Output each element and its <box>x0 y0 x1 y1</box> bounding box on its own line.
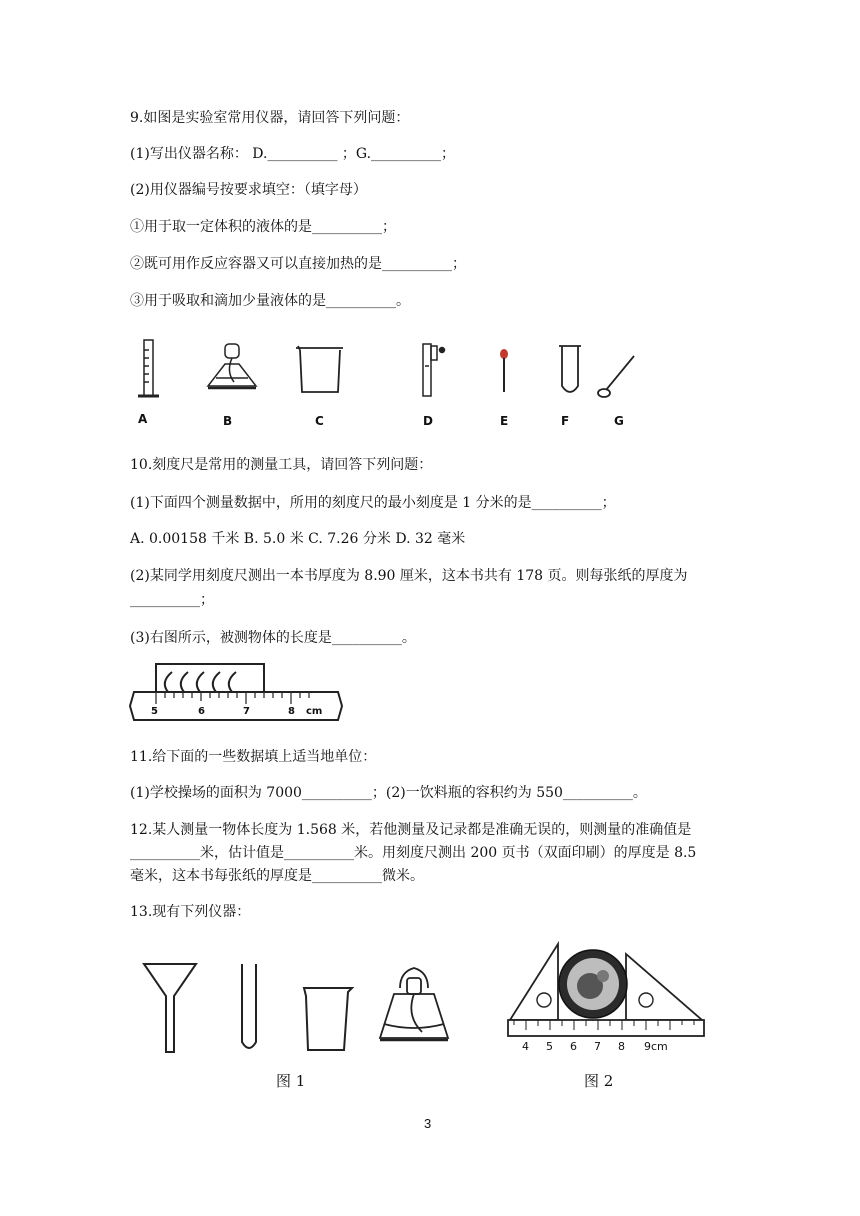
q13-title: 13.现有下列仪器： <box>130 904 251 920</box>
q13-figure-1 <box>130 952 460 1062</box>
q9-item1: ①用于取一定体积的液体的是__________； <box>130 219 396 235</box>
q12-line1: 12.某人测量一物体长度为 1.568 米，若他测量及记录都是准确无误的，则测量的准确值是 <box>130 822 692 838</box>
funnel-icon <box>144 964 196 1052</box>
alcohol-lamp-icon <box>208 344 256 388</box>
q12-line3: 毫米，这本书每张纸的厚度是__________微米。 <box>130 868 424 884</box>
beaker-icon <box>304 988 352 1050</box>
q9-item2: ②既可用作反应容器又可以直接加热的是__________； <box>130 256 466 272</box>
apparatus-label-g: G <box>614 414 624 428</box>
apparatus-label-b: B <box>223 414 233 428</box>
test-tube-icon <box>559 346 581 392</box>
q13-figure-2 <box>506 938 706 1058</box>
q9-part2: (2)用仪器编号按要求填空：（填字母） <box>130 182 367 198</box>
q10-part2-blank: __________； <box>130 592 214 608</box>
ruler-label-5: 5 <box>151 706 158 717</box>
ruler-label-cm: cm <box>306 706 323 717</box>
q10-part2: (2)某同学用刻度尺测出一本书厚度为 8.90 厘米，这本书共有 178 页。则每张纸的厚度为 <box>130 568 688 584</box>
q11-title: 11.给下面的一些数据填上适当地单位： <box>130 749 377 765</box>
q10-options: A. 0.00158 千米 B. 5.0 米 C. 7.26 分米 D. 32 毫米 <box>130 531 466 547</box>
q10-part3: (3)右图所示，被测物体的长度是__________。 <box>130 630 416 646</box>
ruler2-label-9cm: 9cm <box>644 1040 668 1053</box>
alcohol-lamp-icon <box>380 968 448 1040</box>
apparatus-label-c: C <box>315 414 324 428</box>
q9-item3: ③用于吸取和滴加少量液体的是__________。 <box>130 293 410 309</box>
dropper-icon <box>500 349 508 392</box>
beaker-icon <box>296 346 343 392</box>
ruler-label-6: 6 <box>198 706 205 717</box>
figure-1-caption: 图 1 <box>276 1072 306 1090</box>
q10-title: 10.刻度尺是常用的测量工具，请回答下列问题： <box>130 457 433 473</box>
apparatus-label-f: F <box>561 414 570 428</box>
ruler2-label-7: 7 <box>594 1040 601 1053</box>
q9-part1: (1)写出仪器名称： D.__________ ；G.__________； <box>130 146 456 162</box>
ruler-label-7: 7 <box>243 706 250 717</box>
q9-apparatus-figure <box>130 336 650 400</box>
graduated-cylinder-icon <box>138 340 159 396</box>
ruler2-label-5: 5 <box>546 1040 553 1053</box>
page-number: 3 <box>424 1116 432 1131</box>
apparatus-label-d: D <box>423 414 433 428</box>
ruler2-label-4: 4 <box>522 1040 529 1053</box>
ruler-label-8: 8 <box>288 706 295 717</box>
ruler2-label-8: 8 <box>618 1040 625 1053</box>
ruler2-label-6: 6 <box>570 1040 577 1053</box>
q9-title: 9.如图是实验室常用仪器，请回答下列问题： <box>130 110 410 126</box>
test-tube-holder-icon <box>423 344 445 396</box>
q12-line2: __________米，估计值是__________米。用刻度尺测出 200 页书（双面印刷）的厚度是 8.5 <box>130 845 697 861</box>
test-tube-icon <box>242 964 256 1048</box>
apparatus-label-a: A <box>138 412 148 426</box>
coin-icon <box>559 950 627 1018</box>
q11-part1: (1)学校操场的面积为 7000__________；(2)一饮料瓶的容积约为 550__________。 <box>130 785 647 801</box>
figure-2-caption: 图 2 <box>584 1072 614 1090</box>
apparatus-label-e: E <box>500 414 509 428</box>
medicine-spoon-icon <box>598 356 634 397</box>
q10-part1: (1)下面四个测量数据中，所用的刻度尺的最小刻度是 1 分米的是__________； <box>130 495 616 511</box>
